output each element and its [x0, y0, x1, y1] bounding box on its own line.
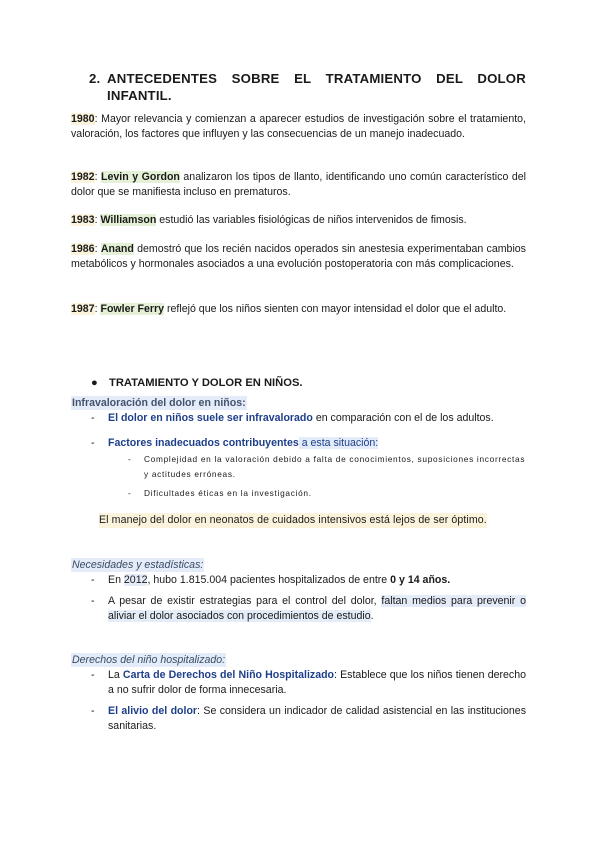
list-item	[91, 594, 526, 625]
entry-text: demostró que los recién nacidos operados sin anestesia experimentaban cambios metabólicos y hormonales asociados a una evolución postoperatoria con más complicaciones.	[71, 243, 526, 271]
item-text: a esta situación:	[298, 437, 379, 449]
entry-year: 1986	[71, 243, 95, 255]
dash-marker: -	[91, 705, 95, 717]
highlight-note: El manejo del dolor en neonatos de cuidados intensivos está lejos de ser óptimo.	[99, 514, 487, 526]
entry-name: Levin y Gordon	[101, 171, 180, 183]
dash-marker: -	[91, 669, 95, 681]
sub-item-text: Complejidad en la valoración debido a falta de conocimientos, suposiciones incorrectas y actitudes erróneas.	[144, 454, 526, 479]
entry-1983: 1983: Williamson estudió las variables fisiológicas de niños intervenidos de fimosis.	[71, 214, 467, 226]
section-title-necesidades: Necesidades y estadísticas:	[72, 559, 204, 571]
list-item	[91, 436, 526, 451]
list-item	[91, 573, 526, 588]
entry-1987: 1987: Fowler Ferry reflejó que los niños sienten con mayor intensidad el dolor que el adulto.	[71, 303, 507, 315]
entry-1982: 1982: Levin y Gordon analizaron los tipos de llanto, identificando uno común característico del dolor que se manifiesta incluso en prematuros.	[71, 171, 526, 199]
item-text: En	[108, 574, 124, 586]
item-text: : Establece que los niños tienen derecho a no sufrir dolor de forma innecesaria.	[108, 669, 526, 697]
item-highlight: faltan medios para prevenir o aliviar el dolor asociados con procedimientos de estudio	[108, 595, 526, 623]
item-year: 2012	[123, 574, 148, 586]
entry-year: 1982	[71, 171, 95, 183]
item-text: .	[370, 610, 374, 623]
entry-1986: 1986: Anand demostró que los recién nacidos operados sin anestesia experimentaban cambios metabólicos y hormonales asociados a una evolución postoperatoria con más complicaciones.	[71, 243, 526, 271]
item-text: : Se considera un indicador de calidad asistencial en las instituciones sanitarias.	[108, 705, 526, 733]
section-title-derechos: Derechos del niño hospitalizado:	[72, 654, 226, 666]
item-text: , hubo 1.815.004 pacientes hospitalizados de entre	[147, 574, 391, 586]
list-item	[91, 668, 526, 699]
entry-year: 1980	[71, 113, 95, 125]
list-item	[91, 704, 526, 735]
entry-name: Anand	[100, 243, 134, 255]
bullet-icon: ●	[91, 377, 98, 389]
entry-text: analizaron los tipos de llanto, identificando uno común característico del dolor que se manifiesta incluso en prematuros.	[71, 171, 526, 199]
sub-marker: -	[128, 454, 132, 464]
dash-marker: -	[91, 595, 95, 607]
bullet-heading	[91, 377, 303, 389]
entry-year: 1983	[71, 214, 95, 226]
item-text: en comparación con el de los adultos.	[312, 412, 494, 424]
entry-text: Mayor relevancia y comienzan a aparecer estudios de investigación sobre el tratamiento, valoración, los factores que influyen y las consecuencias de un manejo inadecuado.	[71, 113, 526, 141]
section-title-infravaloracion: Infravaloración del dolor en niños:	[72, 397, 246, 409]
section-heading	[89, 70, 526, 104]
item-bold: El alivio del dolor	[108, 705, 198, 717]
item-text: La	[108, 669, 123, 681]
item-bold: Carta de Derechos del Niño Hospitalizado	[122, 669, 335, 681]
dash-marker: -	[91, 412, 95, 424]
entry-text: reflejó que los niños sienten con mayor intensidad el dolor que el adulto.	[167, 303, 507, 315]
heading-number: 2.	[89, 71, 101, 86]
sub-item-text: Dificultades éticas en la investigación.	[144, 488, 312, 498]
entry-year: 1987	[71, 303, 95, 315]
entry-name: Fowler Ferry	[100, 303, 165, 315]
entry-1980: 1980: Mayor relevancia y comienzan a aparecer estudios de investigación sobre el tratamiento, valoración, los factores que influyen y las consecuencias de un manejo inadecuado.	[71, 113, 526, 141]
dash-marker: -	[91, 574, 95, 586]
item-text: A pesar de existir estrategias para el control del dolor,	[108, 595, 382, 607]
item-bold: Factores inadecuados contribuyentes	[108, 437, 299, 449]
dash-marker: -	[91, 437, 95, 449]
entry-name: Williamson	[100, 214, 157, 226]
item-range: 0 y 14 años.	[390, 574, 451, 586]
list-item	[91, 411, 526, 426]
sub-list-item	[128, 452, 526, 482]
bullet-heading-text: TRATAMIENTO Y DOLOR EN NIÑOS.	[109, 377, 303, 389]
sub-list-item	[128, 486, 526, 501]
heading-text: ANTECEDENTES SOBRE EL TRATAMIENTO DEL DOLOR INFANTIL.	[107, 71, 526, 103]
item-bold: El dolor en niños suele ser infravalorado	[108, 412, 313, 424]
entry-text: estudió las variables fisiológicas de niños intervenidos de fimosis.	[159, 214, 467, 226]
sub-marker: -	[128, 488, 132, 498]
